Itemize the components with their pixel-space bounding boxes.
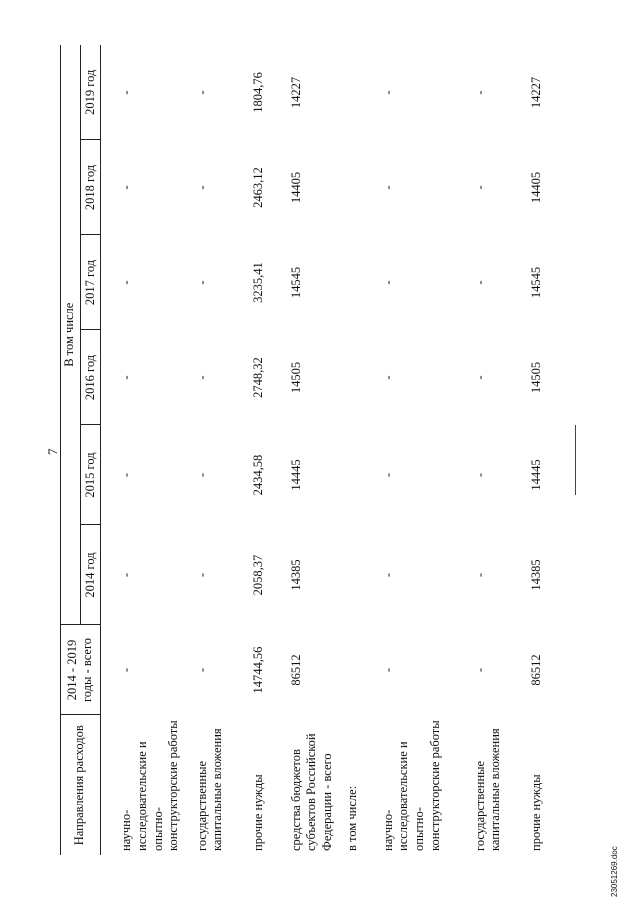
header-year: 2019 год [80, 45, 101, 140]
row-value: - [194, 472, 209, 478]
row-value: - [194, 572, 209, 578]
row-value [343, 45, 379, 140]
row-value: 14445 [288, 459, 303, 491]
header-total-label: годы - всего [80, 637, 95, 703]
header-year: 2016 год [80, 330, 101, 425]
header-year: 2018 год [80, 140, 101, 235]
table-row [193, 45, 249, 855]
row-total: - [194, 667, 209, 673]
row-value: - [119, 572, 134, 578]
row-label: прочие нужды [528, 774, 543, 851]
row-value: - [119, 185, 134, 190]
row-value: - [472, 572, 487, 578]
row-total: 86512 [528, 654, 543, 686]
row-value: - [472, 472, 487, 478]
expenses-table [60, 45, 557, 855]
row-value: 14505 [288, 361, 303, 394]
row-value: - [119, 90, 134, 95]
row-value [343, 140, 379, 235]
header-year: 2014 год [80, 525, 101, 625]
row-value: - [119, 375, 134, 380]
header-year: 2017 год [80, 235, 101, 330]
row-value: - [194, 90, 209, 95]
row-value: - [380, 185, 395, 190]
row-value: 14227 [288, 76, 303, 109]
table-row [343, 45, 379, 855]
row-label: государственные капитальные вложения [194, 728, 225, 851]
row-value: - [119, 280, 134, 285]
table-row [101, 45, 193, 855]
row-value: - [194, 375, 209, 380]
row-value [343, 330, 379, 425]
row-value: 3235,41 [250, 262, 265, 303]
row-value: - [380, 90, 395, 95]
row-value: 14405 [288, 171, 303, 204]
row-value [343, 235, 379, 330]
row-value: 14505 [528, 361, 543, 394]
page-number: 7 [45, 448, 60, 455]
row-total: 86512 [288, 654, 303, 686]
row-value: 2748,32 [250, 357, 265, 398]
row-label: средства бюджетов субъектов Российской Федерации - всего [288, 733, 334, 851]
row-label: научно-исследовательские и опытно-конструкторские работы [380, 720, 442, 851]
row-value: 14545 [528, 266, 543, 299]
table-row [249, 45, 287, 855]
row-value: - [380, 375, 395, 380]
row-label: государственные капитальные вложения [472, 728, 503, 851]
row-total [343, 625, 379, 715]
row-value: - [380, 572, 395, 578]
row-total: - [119, 667, 134, 673]
header-direction: Направления расходов [60, 715, 101, 855]
row-value [343, 425, 379, 525]
row-value: 14385 [528, 559, 543, 591]
row-value: - [119, 472, 134, 478]
row-total: - [472, 667, 487, 673]
row-label: прочие нужды [250, 774, 265, 851]
row-value: 2463,12 [250, 167, 265, 208]
row-value: - [380, 280, 395, 285]
row-value: - [472, 90, 487, 95]
row-total: - [380, 667, 395, 673]
header-total-years: 2014 - 2019 [64, 639, 79, 701]
row-value: 14385 [288, 559, 303, 591]
row-value: 14227 [528, 76, 543, 109]
row-label: в том числе: [344, 785, 359, 851]
header-including: В том числе [60, 45, 80, 625]
table-row [379, 45, 471, 855]
row-value: 2434,58 [250, 454, 265, 496]
row-value: 2058,37 [250, 554, 265, 596]
row-value: 14545 [288, 266, 303, 299]
row-value: 14405 [528, 171, 543, 204]
row-value: - [472, 185, 487, 190]
row-value [343, 525, 379, 625]
header-year: 2015 год [80, 425, 101, 525]
table-row [287, 45, 343, 855]
row-value: 14445 [528, 459, 543, 491]
row-label: научно-исследовательские и опытно-конструкторские работы [119, 720, 181, 851]
document-id: 23051269.doc [610, 846, 619, 897]
header-total [60, 625, 101, 715]
row-value: - [472, 280, 487, 285]
table-row [527, 45, 557, 855]
row-value: - [380, 472, 395, 478]
row-value: 1804,76 [250, 72, 265, 113]
row-value: - [194, 280, 209, 285]
footnote-rule [575, 425, 576, 495]
row-value: - [194, 185, 209, 190]
row-total: 14744,56 [250, 646, 265, 694]
table-row [471, 45, 527, 855]
row-value: - [472, 375, 487, 380]
